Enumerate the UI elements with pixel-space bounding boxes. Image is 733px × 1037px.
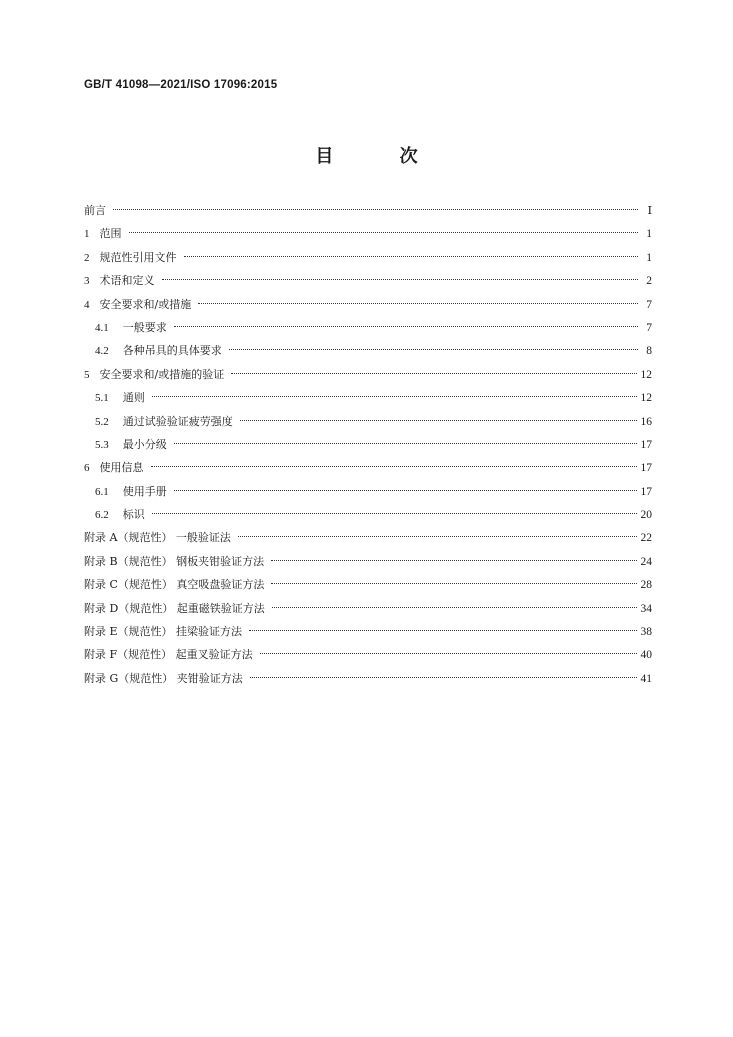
toc-entry-label: [95, 316, 170, 340]
toc-entry-page: 40: [640, 649, 652, 662]
toc-entry-number: 5: [84, 368, 90, 381]
toc-entry-label: [95, 386, 148, 410]
dot-leader: [260, 653, 637, 654]
toc-entry-text: 使用信息: [99, 461, 144, 475]
toc-entry-label: [84, 293, 194, 317]
toc-entry-page: 2: [646, 275, 652, 288]
toc-entry-page: 17: [640, 462, 652, 475]
toc-entry[interactable]: [84, 386, 652, 409]
toc-entry[interactable]: [84, 363, 652, 386]
toc-entry-page: 24: [640, 555, 652, 568]
toc-entry-page: 38: [640, 626, 652, 639]
toc-entry[interactable]: [84, 246, 652, 269]
dot-leader: [184, 256, 639, 257]
toc-entry[interactable]: [84, 620, 652, 643]
toc-entry-text: 标识: [122, 508, 145, 522]
toc-entry-number: 1: [84, 228, 90, 241]
toc-entry-page: 1: [646, 228, 652, 241]
toc-entry-number: 5.3: [95, 438, 109, 451]
dot-leader: [271, 560, 636, 561]
toc-entry-label: [84, 269, 158, 293]
toc-entry[interactable]: [84, 597, 652, 620]
toc-entry[interactable]: [84, 339, 652, 362]
toc-entry-page: 28: [640, 579, 652, 592]
dot-leader: [174, 443, 637, 444]
dot-leader: [152, 396, 637, 397]
dot-leader: [231, 373, 636, 374]
toc-entry-text: 附录 E（规范性） 挂梁验证方法: [84, 625, 243, 639]
toc-entry-text: 前言: [84, 204, 106, 217]
toc-entry-number: 5.2: [95, 415, 109, 428]
toc-entry-label: [84, 597, 268, 620]
dot-leader: [129, 232, 639, 233]
toc-entry-text: 附录 F（规范性） 起重叉验证方法: [84, 648, 253, 662]
toc-entry[interactable]: [84, 643, 652, 666]
dot-leader: [174, 326, 638, 327]
dot-leader: [152, 513, 637, 514]
dot-leader: [250, 677, 637, 678]
toc-entry-page: 12: [640, 392, 652, 405]
toc-entry-number: 4.2: [95, 345, 109, 358]
toc-entry[interactable]: [84, 667, 652, 690]
dot-leader: [174, 490, 637, 491]
toc-entry-label: [84, 456, 147, 480]
toc-entry-text: 附录 B（规范性） 钢板夹钳验证方法: [84, 554, 265, 568]
toc-entry[interactable]: [84, 293, 652, 316]
toc-entry[interactable]: [84, 480, 652, 503]
toc-entry[interactable]: [84, 456, 652, 479]
dot-leader: [198, 303, 638, 304]
toc-entry[interactable]: [84, 410, 652, 433]
toc-entry-text: 各种吊具的具体要求: [122, 344, 222, 358]
dot-leader: [238, 536, 637, 537]
dot-leader: [240, 420, 637, 421]
toc-entry[interactable]: [84, 433, 652, 456]
toc-entry-number: 6.1: [95, 485, 109, 498]
toc-entry-number: 4: [84, 298, 90, 311]
toc-entry-page: 17: [640, 485, 652, 498]
toc-entry-page: 7: [646, 321, 652, 334]
dot-leader: [113, 209, 638, 210]
toc-entry-label: [84, 573, 267, 596]
toc-entry-page: 22: [640, 532, 652, 545]
toc-entry-number: 4.1: [95, 321, 109, 334]
toc-entry-page: 34: [640, 602, 652, 615]
dot-leader: [151, 466, 637, 467]
toc-entry-text: 安全要求和/或措施的验证: [99, 367, 225, 381]
toc-entry-label: [84, 620, 245, 643]
toc-entry-label: [95, 480, 170, 504]
toc-entry-number: 3: [84, 275, 90, 288]
toc-entry-number: 5.1: [95, 392, 109, 405]
toc-entry[interactable]: [84, 503, 652, 526]
toc-entry-text: 附录 C（规范性） 真空吸盘验证方法: [84, 578, 265, 592]
toc-entry-page: 12: [640, 368, 652, 381]
dot-leader: [271, 583, 636, 584]
toc-entry-text: 附录 D（规范性） 起重磁铁验证方法: [84, 601, 265, 615]
toc-entry-text: 术语和定义: [99, 274, 155, 288]
page-title: 目 次: [315, 146, 448, 167]
toc-entry-page: 41: [640, 672, 652, 685]
dot-leader: [272, 607, 637, 608]
toc-entry-page: 1: [646, 251, 652, 264]
toc-entry-label: [95, 433, 170, 457]
toc-entry[interactable]: [84, 222, 652, 245]
toc-entry-number: 6.2: [95, 509, 109, 522]
toc-entry-label: [84, 526, 234, 549]
toc-entry-text: 通过试验验证疲劳强度: [122, 414, 233, 428]
toc-entry-page: 17: [640, 438, 652, 451]
dot-leader: [249, 630, 636, 631]
toc-entry-text: 安全要求和/或措施: [99, 297, 192, 311]
toc-entry[interactable]: [84, 316, 652, 339]
toc-entry-text: 附录 A（规范性） 一般验证法: [84, 531, 231, 545]
toc-entry-label: [84, 246, 180, 270]
toc-entry[interactable]: [84, 269, 652, 292]
toc-entry-label: [84, 222, 125, 246]
toc-entry-text: 通则: [122, 391, 145, 405]
toc-entry-page: 16: [640, 415, 652, 428]
toc-entry-page: Ⅰ: [647, 205, 652, 217]
toc-entry-number: 6: [84, 462, 90, 475]
toc-entry-text: 规范性引用文件: [99, 250, 177, 264]
toc-entry-text: 范围: [99, 227, 122, 241]
toc-entry[interactable]: [84, 550, 652, 573]
toc-entry-label: [84, 550, 267, 573]
toc-entry[interactable]: [84, 573, 652, 596]
toc-entry-text: 一般要求: [122, 320, 167, 334]
toc-entry[interactable]: [84, 526, 652, 549]
toc-entry-label: [84, 363, 227, 387]
toc-entry-text: 最小分级: [122, 437, 167, 451]
toc-entry-text: 使用手册: [122, 484, 167, 498]
toc-entry-label: [84, 199, 109, 222]
toc-entry-page: 8: [646, 345, 652, 358]
toc-entry-label: [95, 410, 236, 434]
toc-entry-label: [84, 667, 246, 690]
table-of-contents: [84, 199, 652, 690]
dot-leader: [229, 349, 638, 350]
toc-entry-label: [95, 503, 148, 527]
toc-entry-page: 7: [646, 298, 652, 311]
standard-code: GB/T 41098—2021/ISO 17096:2015: [84, 79, 278, 91]
dot-leader: [162, 279, 639, 280]
toc-entry-text: 附录 G（规范性） 夹钳验证方法: [84, 671, 243, 685]
toc-entry-number: 2: [84, 251, 90, 264]
toc-entry-page: 20: [640, 509, 652, 522]
toc-entry-label: [95, 339, 225, 363]
toc-entry-label: [84, 643, 256, 666]
toc-entry[interactable]: [84, 199, 652, 222]
